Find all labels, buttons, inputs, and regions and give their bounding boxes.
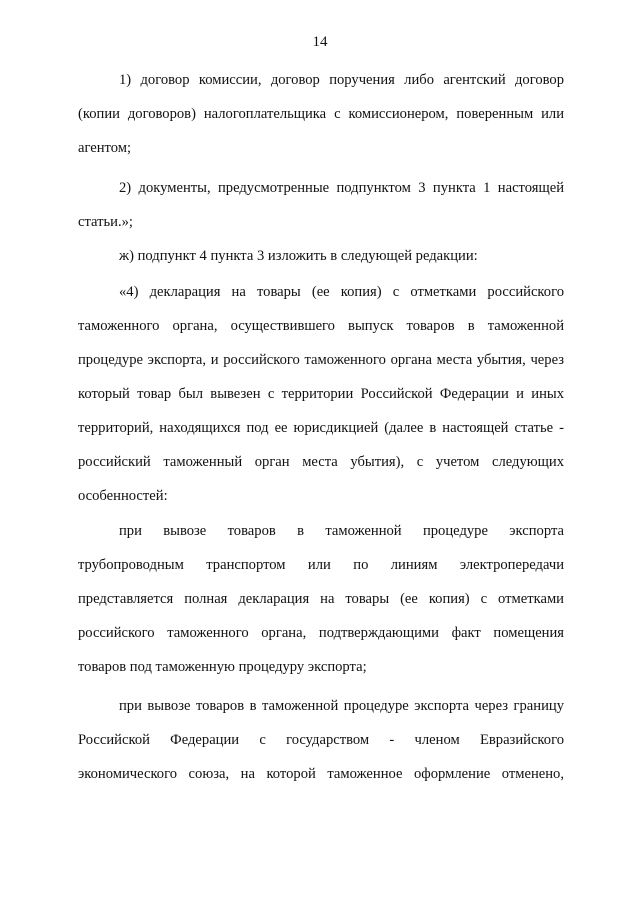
paragraph-subpoint-amendment xyxy=(78,239,564,273)
paragraph-text: 2) документы, предусмотренные подпунктом 3 пункта 1 настоящей статьи.»; xyxy=(78,180,564,230)
paragraph-text: 1) договор комиссии, договор поручения либо агентский договор (копии договоров) налогоплательщика с комиссионером, поверенным или агентом; xyxy=(78,72,564,156)
paragraph-documents xyxy=(78,171,564,239)
paragraph-text: при вывозе товаров в таможенной процедуре экспорта трубопроводным транспортом или по линиям электропередачи представляется полная декларация на товары (ее копия) с отметками российского таможенного органа, подтверждающими факт помещения товаров под таможенную процедуру экспорта; xyxy=(78,523,564,675)
paragraph-eaeu-border xyxy=(78,689,564,791)
page-number: 14 xyxy=(312,34,328,50)
paragraph-text: ж) подпункт 4 пункта 3 изложить в следующей редакции: xyxy=(119,248,478,264)
paragraph-pipeline-export xyxy=(78,514,564,684)
paragraph-customs-declaration xyxy=(78,275,564,513)
paragraph-text: «4) декларация на товары (ее копия) с отметками российского таможенного органа, осуществившего выпуск товаров в таможенной процедуре экспорта, и российского таможенного органа места убытия, через который товар был вывезен с территории Российской Федерации и иных территорий, находящихся под ее юрисдикцией (далее в настоящей статье - российский таможенный орган места убытия), с учетом следующих особенностей: xyxy=(78,284,564,504)
paragraph-text: при вывозе товаров в таможенной процедуре экспорта через границу Российской Федерации с государством - членом Евразийского экономического союза, на которой таможенное оформление отменено, xyxy=(78,698,564,782)
paragraph-commission-contract xyxy=(78,63,564,165)
